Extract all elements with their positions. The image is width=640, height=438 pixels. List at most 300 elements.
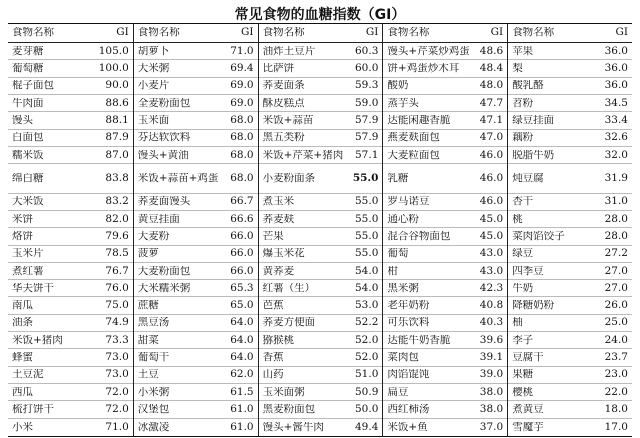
table-row — [259, 367, 383, 384]
gi-value: 39.6 — [479, 333, 504, 346]
gi-value: 83.2 — [105, 195, 129, 208]
food-name: 南瓜 — [12, 300, 33, 312]
table-row — [508, 112, 632, 129]
table-row — [383, 60, 507, 77]
table-row — [134, 43, 258, 60]
food-name: 白面包 — [12, 132, 44, 144]
gi-value: 32.0 — [604, 148, 628, 161]
food-name: 李子 — [512, 334, 534, 346]
gi-value: 22.0 — [604, 385, 628, 398]
food-name: 通心粉 — [387, 213, 419, 225]
gi-value: 62.0 — [230, 368, 254, 381]
gi-value: 82.0 — [105, 212, 129, 225]
gi-value: 46.0 — [479, 148, 504, 161]
food-name: 绿豆 — [512, 248, 534, 260]
gi-value: 26.0 — [604, 299, 628, 312]
table-row — [8, 95, 133, 112]
food-name: 煮黄豆 — [512, 404, 544, 415]
gi-value: 66.0 — [230, 229, 254, 242]
food-name: 荞麦方便面 — [262, 317, 316, 329]
gi-value: 71.0 — [230, 44, 254, 57]
table-row — [383, 315, 507, 332]
food-name: 猕猴桃 — [262, 334, 295, 346]
food-name: 大麦粉 — [137, 230, 170, 242]
gi-value: 64.0 — [230, 351, 254, 364]
table-row — [8, 419, 133, 436]
column-header — [134, 24, 258, 43]
gi-value: 88.6 — [105, 96, 129, 109]
gi-value: 68.0 — [230, 131, 254, 144]
table-row — [383, 367, 507, 384]
gi-value: 73.0 — [105, 351, 129, 364]
food-name: 柚 — [512, 317, 523, 329]
food-name: 酸奶 — [387, 80, 409, 92]
gi-value: 78.5 — [105, 247, 129, 260]
table-row — [259, 78, 383, 95]
food-name: 馒头+黄油 — [137, 149, 189, 161]
table-column — [133, 24, 258, 436]
food-name: 雪魔芋 — [512, 421, 544, 433]
table-row — [383, 263, 507, 280]
gi-value: 47.1 — [479, 113, 504, 126]
gi-value: 66.0 — [230, 247, 254, 260]
table-column — [382, 24, 507, 436]
food-name: 香蕉 — [262, 352, 284, 364]
table-row — [508, 194, 632, 211]
food-name: 达能牛奶香脆 — [387, 334, 451, 346]
food-name: 玉米面 — [137, 114, 170, 126]
table-row — [259, 60, 383, 77]
gi-value: 69.0 — [230, 79, 254, 92]
column-header — [508, 24, 632, 43]
table-row — [134, 367, 258, 384]
food-name: 可乐饮料 — [387, 317, 430, 329]
gi-value: 60.0 — [355, 61, 379, 74]
food-name: 小米 — [12, 421, 33, 433]
gi-value: 23.0 — [604, 368, 628, 381]
header-food-name: 食物名称 — [262, 27, 305, 39]
gi-value: 87.9 — [105, 131, 129, 144]
food-name: 燕麦麸面包 — [387, 132, 440, 144]
table-row — [134, 78, 258, 95]
table-row — [259, 112, 383, 129]
gi-value: 46.0 — [479, 195, 504, 208]
gi-value: 31.0 — [604, 195, 628, 208]
table-row — [508, 280, 632, 297]
food-name: 大麦粒面包 — [387, 149, 440, 161]
food-name: 米饼 — [12, 213, 33, 225]
food-name: 蔗糖 — [137, 300, 159, 312]
food-name: 梳打饼干 — [12, 404, 54, 415]
food-name: 冰激凌 — [137, 421, 170, 433]
table-row — [383, 419, 507, 436]
food-name: 甜菜 — [137, 334, 159, 346]
gi-value: 47.7 — [479, 96, 504, 109]
table-row — [8, 211, 133, 228]
food-name: 绿豆挂面 — [512, 114, 555, 126]
food-name: 梨 — [512, 62, 523, 74]
gi-value: 66.0 — [230, 264, 254, 277]
gi-value: 43.0 — [479, 247, 504, 260]
gi-value: 32.6 — [604, 131, 628, 144]
table-column — [258, 24, 383, 436]
food-name: 桃 — [512, 213, 523, 225]
food-name: 麦芽糖 — [12, 45, 44, 57]
food-name: 油条 — [12, 317, 33, 329]
table-row — [8, 332, 133, 349]
table-row — [8, 43, 133, 60]
food-name: 豆腐干 — [512, 352, 544, 364]
gi-value: 64.0 — [230, 316, 254, 329]
food-name: 降糖奶粉 — [512, 300, 555, 312]
food-name: 大米饭 — [12, 196, 44, 208]
food-name: 米饭+蒜苗 — [262, 114, 314, 126]
gi-value: 52.2 — [355, 316, 379, 329]
table-row — [383, 194, 507, 211]
food-name: 爆玉米花 — [262, 248, 305, 260]
table-row — [508, 263, 632, 280]
gi-value: 49.4 — [355, 420, 379, 433]
food-name: 荞麦麸 — [262, 213, 295, 225]
gi-value: 68.0 — [230, 113, 254, 126]
table-row — [134, 263, 258, 280]
gi-value: 27.2 — [604, 247, 628, 260]
table-row — [259, 315, 383, 332]
gi-value: 76.7 — [105, 264, 129, 277]
gi-value: 64.0 — [230, 333, 254, 346]
gi-value: 48.4 — [479, 61, 504, 74]
table-row — [383, 228, 507, 245]
table-row — [259, 419, 383, 436]
food-name: 酸乳酪 — [512, 80, 544, 92]
table-row — [383, 130, 507, 147]
food-name: 山药 — [262, 369, 284, 381]
food-name: 米饭+鱼 — [387, 421, 428, 433]
column-header — [8, 24, 133, 43]
food-name: 黑五类粉 — [262, 132, 305, 144]
table-row — [383, 43, 507, 60]
table-row — [134, 315, 258, 332]
gi-value: 61.5 — [230, 385, 254, 398]
gi-value: 53.0 — [355, 299, 379, 312]
gi-value: 75.0 — [105, 299, 129, 312]
table-row — [8, 297, 133, 314]
gi-value: 66.6 — [230, 212, 254, 225]
gi-value: 50.0 — [355, 403, 379, 415]
table-row — [259, 263, 383, 280]
food-name: 黑麦粉面包 — [262, 404, 316, 415]
table-row — [134, 401, 258, 418]
table-row — [383, 211, 507, 228]
table-row — [508, 367, 632, 384]
food-name: 大麦粉面包 — [137, 265, 191, 277]
food-name: 大米糯米粥 — [137, 282, 191, 294]
table-row — [259, 228, 383, 245]
table-row — [8, 263, 133, 280]
food-name: 蒸芋头 — [387, 97, 419, 109]
gi-value: 40.8 — [479, 299, 504, 312]
food-name: 老年奶粉 — [387, 300, 430, 312]
food-name: 黄荞麦 — [262, 265, 295, 277]
gi-value: 59.0 — [355, 96, 379, 109]
food-name: 葡萄干 — [137, 352, 170, 364]
table-row — [259, 384, 383, 401]
food-name: 葡萄糖 — [12, 62, 44, 74]
gi-value: 28.0 — [604, 212, 628, 225]
food-name: 达能闲趣香脆 — [387, 114, 451, 126]
gi-value: 60.3 — [355, 44, 379, 57]
table-row — [383, 332, 507, 349]
food-name: 黑米粥 — [387, 282, 419, 294]
food-name: 樱桃 — [512, 386, 534, 398]
header-food-name: 食物名称 — [12, 27, 54, 39]
food-name: 汉堡包 — [137, 404, 170, 415]
food-name: 米饭+猪肉 — [12, 334, 63, 346]
gi-value: 83.8 — [105, 171, 129, 184]
gi-value: 73.0 — [105, 368, 129, 381]
gi-value: 68.0 — [230, 171, 254, 184]
food-name: 苕粉 — [512, 97, 534, 109]
food-name: 炖豆腐 — [512, 172, 544, 184]
food-name: 扁豆 — [387, 386, 409, 398]
table-column — [8, 24, 133, 436]
food-name: 黄豆挂面 — [137, 213, 180, 225]
food-name: 华夫饼干 — [12, 282, 54, 294]
food-name: 绵白糖 — [12, 172, 44, 184]
header-gi: GI — [365, 26, 379, 39]
table-row — [508, 332, 632, 349]
gi-value: 55.0 — [355, 212, 379, 225]
table-row — [134, 130, 258, 147]
gi-value: 61.0 — [230, 420, 254, 433]
food-name: 乳糖 — [387, 172, 409, 184]
gi-value: 36.0 — [604, 61, 628, 74]
gi-value: 24.0 — [604, 333, 628, 346]
food-name: 混合谷物面包 — [387, 230, 451, 242]
gi-value: 69.4 — [230, 61, 254, 74]
table-row — [8, 228, 133, 245]
gi-value: 54.0 — [355, 281, 379, 294]
gi-value: 59.3 — [355, 79, 379, 92]
header-gi: GI — [241, 26, 254, 39]
gi-value: 48.0 — [479, 79, 504, 92]
table-row — [134, 332, 258, 349]
table-row — [8, 246, 133, 263]
table-row — [508, 401, 632, 418]
header-food-name: 食物名称 — [137, 27, 180, 39]
gi-value: 34.5 — [604, 96, 628, 109]
gi-value: 46.0 — [479, 171, 504, 184]
table-row — [508, 297, 632, 314]
table-row — [134, 95, 258, 112]
table-row — [8, 280, 133, 297]
column-header — [383, 24, 507, 43]
food-name: 杏干 — [512, 196, 534, 208]
table-row — [508, 78, 632, 95]
table-row — [259, 349, 383, 366]
gi-value: 36.0 — [604, 44, 628, 57]
table-row — [8, 194, 133, 211]
table-row — [383, 147, 507, 164]
gi-value: 25.0 — [604, 316, 628, 329]
gi-value: 52.0 — [355, 351, 379, 364]
gi-value: 88.1 — [105, 113, 129, 126]
table-row — [8, 401, 133, 418]
table-row — [134, 280, 258, 297]
table-row — [508, 95, 632, 112]
table-column — [507, 24, 632, 436]
gi-value: 57.9 — [355, 131, 379, 144]
table-row — [259, 164, 383, 193]
gi-value: 48.6 — [479, 44, 504, 57]
gi-value: 45.0 — [479, 229, 504, 242]
gi-value: 38.0 — [479, 385, 504, 398]
food-name: 黑豆汤 — [137, 317, 170, 329]
gi-value: 74.9 — [105, 316, 129, 329]
table-row — [259, 332, 383, 349]
gi-value: 66.7 — [230, 195, 254, 208]
food-name: 罗马诺豆 — [387, 196, 430, 208]
table-row — [508, 419, 632, 436]
food-name: 小米粥 — [137, 386, 170, 398]
food-name: 棍子面包 — [12, 80, 54, 92]
gi-value: 37.0 — [479, 420, 504, 433]
table-row — [134, 112, 258, 129]
gi-value: 18.0 — [604, 403, 628, 415]
gi-value: 38.0 — [479, 403, 504, 415]
gi-value: 27.0 — [604, 264, 628, 277]
gi-value: 90.0 — [105, 79, 129, 92]
food-name: 肉馅馄饨 — [387, 369, 430, 381]
gi-value: 51.0 — [355, 368, 379, 381]
food-name: 胡萝卜 — [137, 45, 170, 57]
table-row — [383, 401, 507, 418]
food-name: 芭蕉 — [262, 300, 284, 312]
gi-value: 69.0 — [230, 96, 254, 109]
food-name: 土豆 — [137, 369, 159, 381]
food-name: 饼+鸡蛋炒木耳 — [387, 62, 460, 74]
gi-value: 55.0 — [352, 171, 379, 184]
table-row — [259, 194, 383, 211]
table-row — [383, 112, 507, 129]
table-row — [134, 228, 258, 245]
gi-value: 68.0 — [230, 148, 254, 161]
food-name: 荞麦面馒头 — [137, 196, 191, 208]
table-row — [383, 78, 507, 95]
gi-value: 57.9 — [355, 113, 379, 126]
header-food-name: 食物名称 — [387, 27, 430, 39]
table-row — [8, 112, 133, 129]
table-row — [134, 384, 258, 401]
food-name: 藕粉 — [512, 132, 534, 144]
table-row — [134, 419, 258, 436]
gi-value: 100.0 — [98, 61, 129, 74]
food-name: 荞麦面条 — [262, 80, 305, 92]
food-name: 小麦粉面条 — [262, 172, 316, 184]
gi-value: 47.0 — [479, 131, 504, 144]
food-name: 煮玉米 — [262, 196, 295, 208]
food-name: 煮红薯 — [12, 265, 44, 277]
food-name: 馒头 — [12, 114, 33, 126]
table-row — [508, 228, 632, 245]
table-row — [383, 246, 507, 263]
gi-value: 33.4 — [604, 113, 628, 126]
table-row — [383, 297, 507, 314]
food-name: 菠萝 — [137, 248, 159, 260]
table-row — [134, 60, 258, 77]
gi-value: 45.0 — [479, 212, 504, 225]
table-row — [508, 164, 632, 193]
food-name: 苹果 — [512, 45, 534, 57]
gi-value: 79.6 — [105, 229, 129, 242]
gi-value: 87.0 — [105, 148, 129, 161]
table-row — [8, 147, 133, 164]
table-row — [508, 211, 632, 228]
table-row — [383, 95, 507, 112]
table-row — [508, 130, 632, 147]
food-name: 西红柿汤 — [387, 404, 430, 415]
food-name: 蜂蜜 — [12, 352, 33, 364]
food-name: 牛奶 — [512, 282, 534, 294]
food-name: 全麦粉面包 — [137, 97, 191, 109]
table-row — [508, 246, 632, 263]
food-name: 芒果 — [262, 230, 284, 242]
table-row — [383, 164, 507, 193]
gi-value: 65.0 — [230, 299, 254, 312]
header-food-name: 食物名称 — [512, 27, 555, 39]
gi-value: 43.0 — [479, 264, 504, 277]
food-name: 西瓜 — [12, 386, 33, 398]
food-name: 小麦片 — [137, 80, 170, 92]
gi-value: 76.0 — [105, 281, 129, 294]
table-row — [134, 246, 258, 263]
gi-value: 71.0 — [105, 420, 129, 433]
gi-value: 31.9 — [604, 171, 628, 184]
food-name: 土豆泥 — [12, 369, 44, 381]
table-row — [8, 78, 133, 95]
gi-value: 55.0 — [355, 229, 379, 242]
food-name: 红薯（生） — [262, 282, 316, 294]
gi-value: 57.1 — [355, 148, 379, 161]
food-name: 油炸土豆片 — [262, 45, 316, 57]
table-row — [508, 349, 632, 366]
food-name: 馒头+芹菜炒鸡蛋 — [387, 45, 470, 57]
food-name: 米饭+蒜苗+鸡蛋 — [137, 172, 219, 184]
header-gi: GI — [615, 26, 628, 39]
table-row — [8, 315, 133, 332]
table-row — [8, 164, 133, 193]
header-gi: GI — [490, 26, 504, 39]
table-row — [383, 349, 507, 366]
gi-value: 105.0 — [98, 44, 129, 57]
food-name: 馒头+酱牛肉 — [262, 421, 324, 433]
food-name: 脱脂牛奶 — [512, 149, 555, 161]
gi-value: 28.0 — [604, 229, 628, 242]
table-row — [259, 147, 383, 164]
food-name: 四季豆 — [512, 265, 544, 277]
food-name: 柑 — [387, 265, 398, 277]
gi-value: 65.3 — [230, 281, 254, 294]
food-name: 牛肉面 — [12, 97, 44, 109]
table-row — [259, 401, 383, 418]
food-name: 菜肉馅饺子 — [512, 230, 565, 242]
table-row — [259, 211, 383, 228]
food-name: 糯米饭 — [12, 149, 44, 161]
gi-value: 54.0 — [355, 264, 379, 277]
gi-value: 23.7 — [604, 351, 628, 364]
table-row — [8, 367, 133, 384]
table-row — [8, 384, 133, 401]
